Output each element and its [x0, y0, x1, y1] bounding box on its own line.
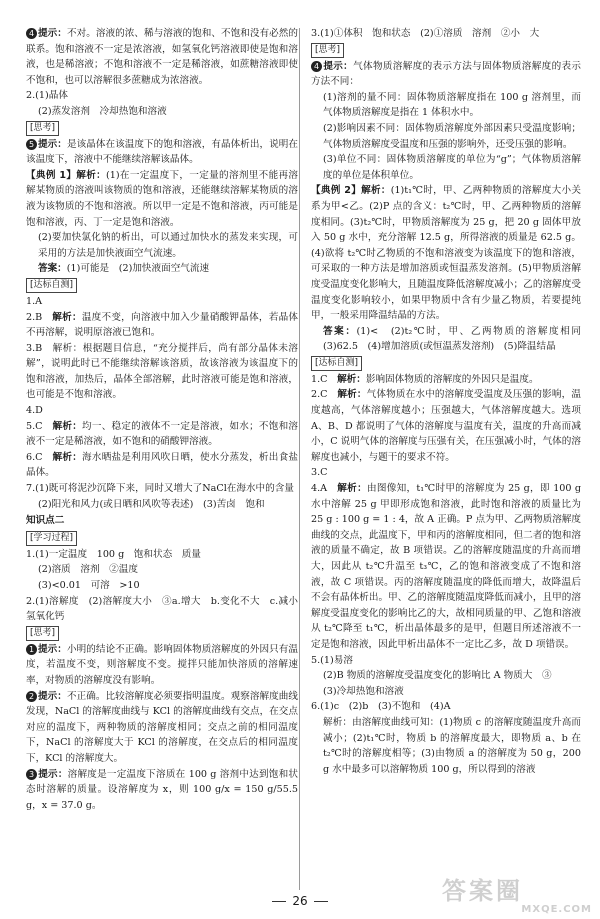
- example-label: 【典例 2】解析：: [311, 185, 391, 197]
- tip-number-badge: 2: [26, 691, 37, 702]
- tip-paragraph: [311, 59, 581, 90]
- tip-number-badge: 1: [26, 644, 37, 655]
- section-tag: [思考]: [26, 626, 59, 641]
- answer-text: (1)< (2)t₂℃时，甲、乙两物质的溶解度相同 (3)62.5 (4)增加溶质(或恒温蒸发溶剂) (5)降温结晶: [323, 325, 591, 353]
- analysis-label: 解析：: [42, 311, 82, 323]
- tip-text: 溶解度是一定温度下溶质在 100 g 溶剂中达到饱和状态时溶解的质量。设溶解度为 x，则 100 g/x = 150 g/55.5 g，x = 37.0 g。: [26, 768, 298, 811]
- answer-text-line: (2)阳光和风力(或日晒和风吹等表述) (3)苦卤 饱和: [38, 498, 265, 510]
- section-tag: [达标自测]: [311, 356, 362, 371]
- analysis-label: 解析：: [327, 389, 367, 401]
- answer-label: 答案：: [38, 263, 67, 275]
- tip-paragraph: [26, 767, 298, 814]
- analysis-label: 解析：: [42, 451, 83, 463]
- tip-number-badge: 4: [311, 61, 322, 72]
- answer-label: 答案：: [323, 325, 357, 337]
- section-tag: [学习过程]: [26, 531, 77, 546]
- tip-label: 提示：: [38, 768, 68, 780]
- example-text: (1)t₁℃时，甲、乙两种物质的溶解度大小关系为甲<乙。(2)P 点的含义：t₂℃时，甲、乙两种物质的溶解度相同。(3)t₂℃时，甲物质溶解度为 25 g，把 20 g 固体甲放入 50 g 水中，充分溶解 12.5 g，所得溶液的质量是 62.5 g。(4)欲将 t₂℃时乙物质的不饱和溶液变为该温度下的饱和溶液，可采取的一种方法是增加溶质或恒温蒸发溶剂。(5)甲物质溶解度受温度变化影响大，且随温度降低溶解度减小；乙的溶解度受温度变化影响较小，如果甲物质中含有少量乙物质，若要提纯甲，一般采用降温结晶的方法。: [311, 185, 581, 322]
- exercise-analysis: [26, 419, 298, 450]
- example-analysis: [26, 168, 298, 230]
- exercise-analysis: [311, 372, 581, 388]
- answer-text-line: 2.(1)晶体: [26, 90, 68, 102]
- answer-text-line: 解析：由溶解度曲线可知：(1)物质 c 的溶解度随温度升高而减小；(2)t₁℃时，物质 b 的溶解度最大，即物质 a、b 在 t₂℃时的溶解度相等；(3)由物质 a 的溶解度为 50 g，200 g 水中最多可以溶解物质 100 g，所以得到的溶液: [323, 716, 581, 775]
- answer-text-line: (3)<0.01 可溶 >10: [38, 580, 140, 591]
- analysis-text: 海水晒盐是利用风吹日晒，使水分蒸发，析出食盐晶体。: [26, 451, 299, 479]
- tip-text: 小明的结论不正确。影响固体物质溶解度的外因只有温度，若温度不变，则溶解度不变。搅拌只能加快溶质的溶解速率，对物质的溶解度没有影响。: [26, 643, 299, 686]
- answer-text-line: (2)溶质 溶剂 ②温度: [38, 564, 138, 576]
- tip-text: 是该晶体在该温度下的饱和溶液，有晶体析出，说明在该温度下，溶液中不能继续溶解该晶体。: [26, 138, 299, 166]
- tip-label: 提示：: [38, 643, 67, 655]
- exercise-number: 6.C: [26, 451, 43, 463]
- tip-label: 提示：: [323, 60, 354, 72]
- example-text: (1)在一定温度下，一定量的溶剂里不能再溶解某物质的溶液叫该物质的饱和溶液，还能继续溶解某物质的溶液为该物质的不饱和溶液。所以甲一定是不饱和溶液，丙可能是饱和溶液，丙、丁一定是饱和溶液。: [26, 169, 299, 228]
- example-analysis: [311, 183, 581, 323]
- answer-text-line: 1.A: [26, 295, 43, 307]
- section-tag: [达标自测]: [26, 278, 77, 293]
- exercise-number: 2.C: [311, 389, 328, 401]
- answer-text-line: 3.C: [311, 467, 328, 479]
- answer-text-line: (2)影响因素不同：固体物质溶解度外部因素只受温度影响；气体物质溶解度受温度和压强的影响外，还受压强的影响。: [323, 122, 581, 150]
- answer-text-line: 5.(1)易溶: [311, 654, 353, 666]
- tip-number-badge: 4: [26, 28, 37, 39]
- tip-paragraph: [26, 642, 298, 689]
- analysis-text: 影响固体物质的溶解度的外因只是温度。: [365, 373, 539, 385]
- tip-number-badge: 3: [26, 769, 37, 780]
- tip-label: 提示：: [38, 690, 67, 702]
- tip-text: 不对。溶液的浓、稀与溶液的饱和、不饱和没有必然的联系。饱和溶液不一定是浓溶液，如氢氧化钙溶液即使是饱和溶液，也是稀溶液；不饱和溶液不一定是稀溶液，如蔗糖溶液即使不饱和，也可以溶解很多蔗糖成为浓溶液。: [26, 28, 299, 86]
- section-label: [26, 625, 298, 642]
- page-number-dash-left: [272, 901, 286, 902]
- tip-number-badge: 5: [26, 139, 37, 150]
- analysis-text: 由图像知，t₁℃时甲的溶解度为 25 g，即 100 g 水中溶解 25 g 甲即形成饱和溶液，此时饱和溶液的质量比为 25 g : 100 g = 1 : 4，故 A 正确。P 点为甲、乙两物质溶解度曲线的交点，此温度下，甲和丙的溶解度相同，但二者的饱和溶液的质量不确定，故 B 项错误。乙的溶解度随温度的升高而增大，因此从 t₂℃升温至 t₃℃，乙的饱和溶液变成了不饱和溶液，故 C 项错误。丙的溶解度随温度的降低而增大，故降温后不会有晶体析出。甲、乙的溶解度随温度降低而减小，且甲的溶解度受温度变化的影响比乙的大，故相同质量的甲、乙饱和溶液从 t₂℃降至 t₁℃，析出晶体最多的是甲，但题目所述溶液不一定是饱和溶液，因此甲析出晶体不一定比乙多，故 D 项错误。: [311, 483, 581, 650]
- exercise-analysis: [26, 310, 298, 341]
- analysis-label: 解析：: [327, 483, 367, 495]
- section-label: [26, 120, 298, 137]
- page-number-text: 26: [292, 894, 308, 908]
- section-label: [26, 277, 298, 294]
- answer-text-line: 4.D: [26, 405, 43, 417]
- section-tag: [思考]: [311, 43, 344, 58]
- answer-text-line: (3)单位不同：固体物质溶解度的单位为“g”；气体物质溶解度的单位是体积单位。: [323, 154, 581, 181]
- exercise-number: 1.C: [311, 373, 328, 385]
- tip-text: 气体物质溶解度的表示方法与固体物质溶解度的表示方法不同：: [311, 60, 582, 88]
- exercise-number: 4.A: [311, 483, 328, 495]
- section-tag: [思考]: [26, 121, 59, 136]
- exercise-analysis: [311, 387, 581, 465]
- answer-text-line: 3.(1)①体积 饱和状态 (2)①溶质 溶剂 ②小 大: [311, 28, 540, 39]
- exercise-analysis: [26, 450, 298, 481]
- answer-text-line: (2)B 物质的溶解度受温度变化的影响比 A 物质大 ③: [323, 670, 552, 682]
- exercise-number: 2.B: [26, 311, 43, 323]
- tip-label: 提示：: [38, 138, 67, 150]
- tip-paragraph: [26, 689, 298, 767]
- watermark-logo: [442, 878, 592, 916]
- answer-text-line: 3.B 解析：根据题目信息，“充分搅拌后，尚有部分晶体未溶解”，说明此时已不能继续溶解该溶质，故该溶液为该温度下的饱和溶液，加热后，晶体全部溶解，此时溶液可能是饱和溶液，也可能是不饱和溶液。: [26, 342, 298, 401]
- tip-paragraph: [26, 137, 298, 168]
- analysis-text: 均一、稳定的液体不一定是溶液，如水；不饱和溶液不一定是稀溶液，如不饱和的硝酸钾溶液。: [26, 420, 299, 448]
- right-column: [311, 26, 591, 777]
- section-label: [311, 355, 581, 372]
- left-column: [26, 26, 308, 813]
- answer-text-line: 6.(1)c (2)b (3)不饱和 (4)A: [311, 701, 451, 713]
- knowledge-heading: 知识点二: [26, 515, 65, 527]
- watermark-main: 答案圈: [442, 877, 523, 905]
- answer-line: [26, 261, 298, 277]
- column-divider: [299, 28, 300, 890]
- answer-text-line: 7.(1)既可将泥沙沉降下来，同时又增大了NaCl在海水中的含量: [26, 483, 294, 495]
- answer-text-line: (2)蒸发溶剂 冷却热饱和溶液: [38, 105, 167, 117]
- answer-text-line: 2.(1)溶解度 (2)溶解度大小 ③a.增大 b.变化不大 c.减小 氢氧化钙: [26, 595, 308, 623]
- tip-label: 提示：: [38, 28, 67, 39]
- section-label: [311, 42, 581, 59]
- page-number-dash-right: [314, 901, 328, 902]
- answer-line: [311, 324, 591, 355]
- answer-text: (1)可能是 (2)加快液面空气流速: [66, 263, 210, 275]
- analysis-label: 解析：: [42, 420, 83, 432]
- exercise-analysis: [311, 481, 581, 653]
- example-label: 【典例 1】解析：: [26, 169, 107, 181]
- analysis-text: 温度不变，向溶液中加入少量硝酸钾晶体，若晶体不再溶解，说明原溶液已饱和。: [26, 311, 299, 339]
- tip-paragraph: [26, 26, 298, 88]
- answer-text-line: 1.(1)一定温度 100 g 饱和状态 质量: [26, 548, 201, 560]
- answer-text-line: (1)溶剂的量不同：固体物质溶解度指在 100 g 溶剂里，而气体物质溶解度是指在 1 体积水中。: [323, 91, 581, 119]
- answer-text-line: (2)要加快氯化钠的析出，可以通过加快水的蒸发来实现，可采用的方法是加快液面空气流速。: [38, 232, 298, 259]
- watermark-url: MXQE.COM: [521, 904, 592, 915]
- exercise-number: 5.C: [26, 420, 43, 432]
- answer-text-line: (3)冷却热饱和溶液: [323, 685, 404, 697]
- analysis-text: 气体物质在水中的溶解度受温度及压强的影响，温度越高，气体溶解度越小；压强越大，气体溶解度越大。选项 A、B、D 都说明了气体的溶解度与温度有关，温度的升高而减小，C 说明气体的溶解度与压强有关，在压强减小时，气体的溶解度也减小，与题干的要求不符。: [311, 389, 581, 463]
- section-label: [26, 530, 298, 547]
- tip-text: 不正确。比较溶解度必须要指明温度。观察溶解度曲线发现，NaCl 的溶解度曲线与 KCl 的溶解度曲线有交点，在交点对应的温度下，两种物质的溶解度相同；交点之前的相同温度下，NaCl 的溶解度大于 KCl 的溶解度，在交点后的相同温度下，KCl 的溶解度大。: [26, 690, 299, 764]
- analysis-label: 解析：: [327, 373, 366, 385]
